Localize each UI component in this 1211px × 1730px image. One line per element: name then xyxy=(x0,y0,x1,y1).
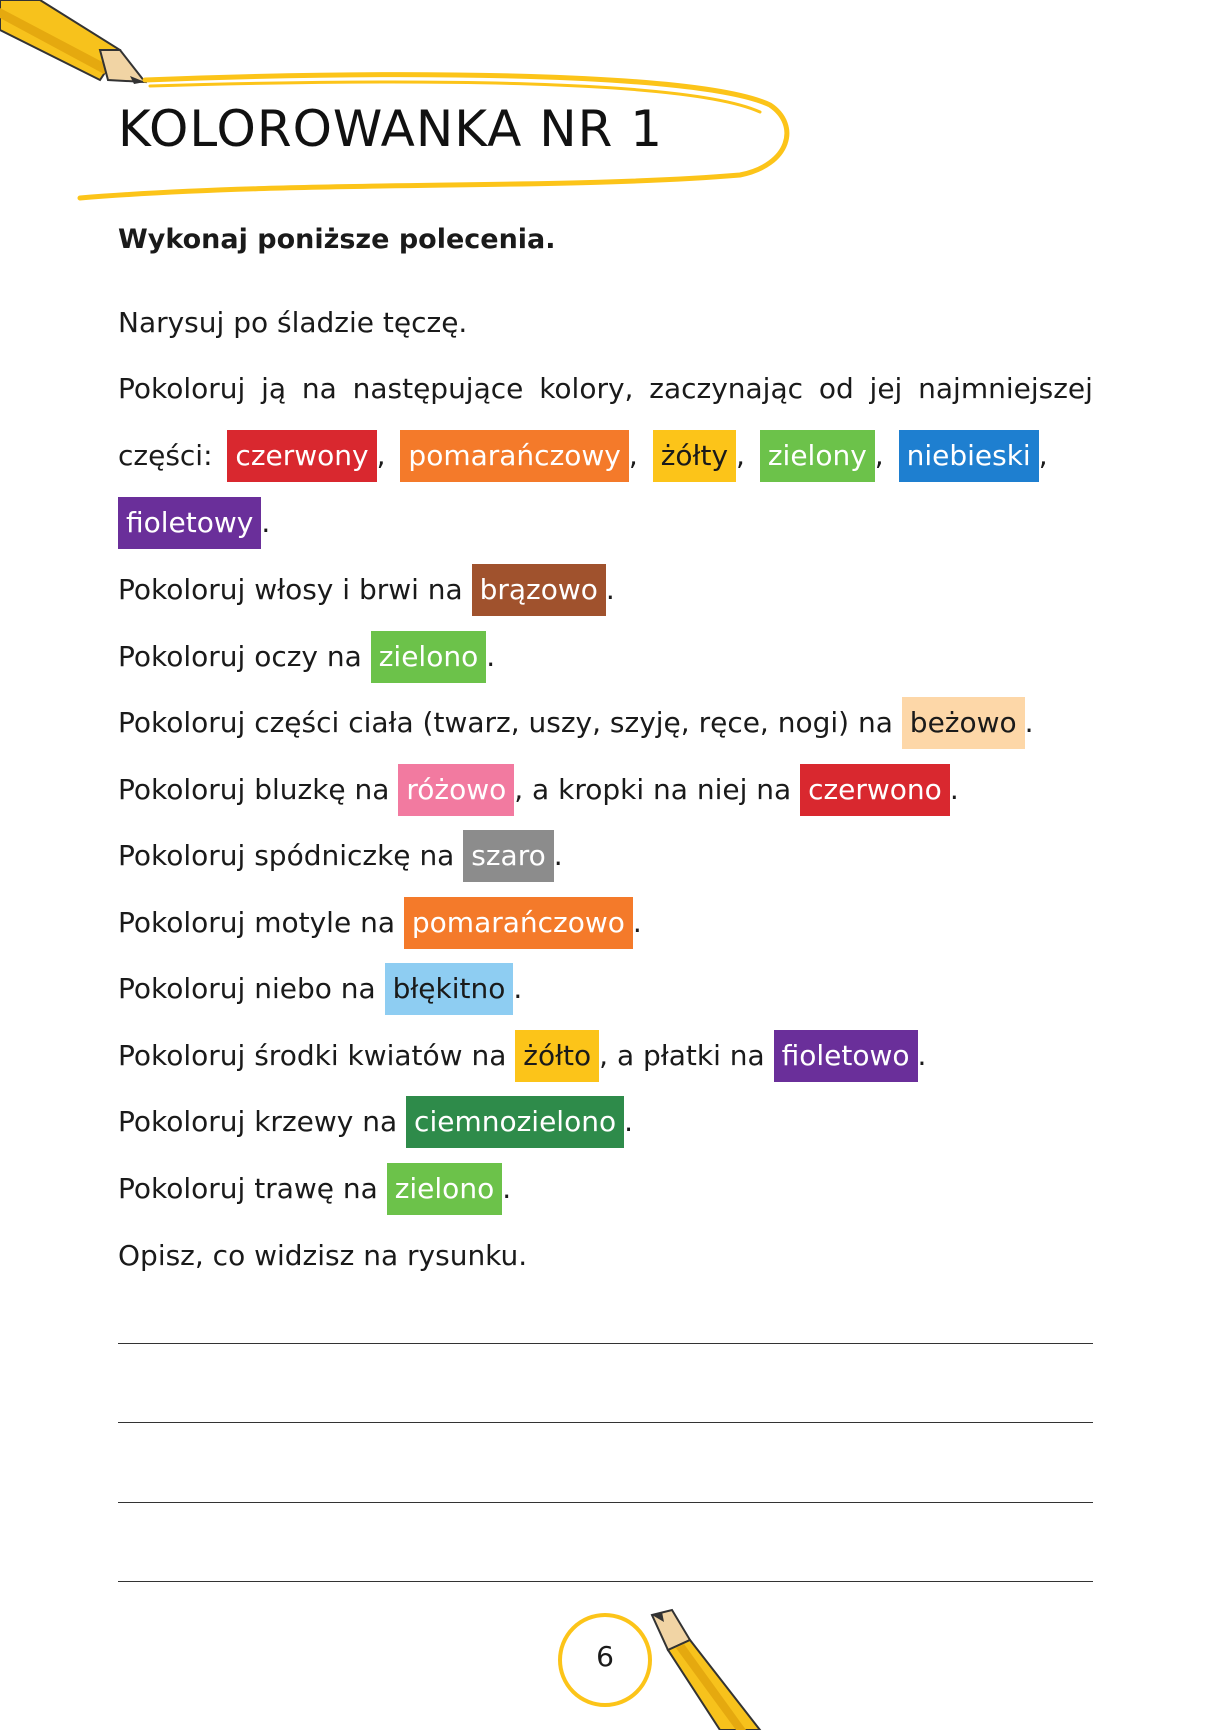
instruction-rainbow-colors xyxy=(118,363,1093,415)
page-number: 6 xyxy=(596,1640,614,1673)
instruction-describe: Opisz, co widzisz na rysunku. xyxy=(118,1239,528,1272)
instruction-line xyxy=(118,764,1093,816)
instruction-text: Pokoloruj spódniczkę na xyxy=(118,839,464,872)
punctuation: . xyxy=(513,972,523,1005)
color-chip: różowo xyxy=(398,764,514,816)
instruction-line xyxy=(118,830,1093,882)
punctuation: . xyxy=(502,1171,512,1205)
color-chip: brązowo xyxy=(472,564,606,616)
instructions-heading: Wykonaj poniższe polecenia. xyxy=(118,224,556,255)
answer-line[interactable] xyxy=(118,1422,1093,1423)
word: Pokoloruj xyxy=(118,372,246,405)
punctuation: , xyxy=(628,439,638,472)
word: ją xyxy=(261,372,287,405)
punctuation: . xyxy=(632,905,642,939)
color-chip: szaro xyxy=(463,830,553,882)
punctuation: . xyxy=(553,839,563,872)
rainbow-colors-row xyxy=(118,430,1093,482)
color-chip: fioletowo xyxy=(774,1030,918,1082)
word: jej xyxy=(869,372,903,405)
punctuation: . xyxy=(624,1105,633,1138)
instruction-text: Pokoloruj niebo na xyxy=(118,972,385,1005)
color-chip-zielony: zielony xyxy=(760,430,875,482)
color-chip: pomarańczowo xyxy=(404,897,633,949)
color-chip: żółto xyxy=(515,1030,599,1082)
punctuation: , xyxy=(736,439,745,472)
instruction-line xyxy=(118,897,1093,949)
color-chip: beżowo xyxy=(902,697,1025,749)
punctuation: , xyxy=(1038,439,1048,472)
instruction-text: Pokoloruj środki kwiatów na xyxy=(118,1038,516,1072)
color-chip: zielono xyxy=(371,631,487,683)
color-chip: ciemnozielono xyxy=(406,1096,624,1148)
answer-line[interactable] xyxy=(118,1581,1093,1582)
word: następujące xyxy=(352,372,524,405)
punctuation: , xyxy=(376,439,386,472)
instruction-line xyxy=(118,1030,1093,1082)
instruction-text: , a kropki na niej na xyxy=(514,772,801,806)
punctuation: . xyxy=(949,772,959,806)
answer-line[interactable] xyxy=(118,1502,1093,1503)
color-chip-niebieski: niebieski xyxy=(899,430,1039,482)
color-chip-żółty: żółty xyxy=(653,430,736,482)
instruction-text: Pokoloruj bluzkę na xyxy=(118,772,399,806)
pencil-icon xyxy=(0,0,145,84)
color-chip-fioletowy: fioletowy xyxy=(118,497,261,549)
instruction-rainbow-trace: Narysuj po śladzie tęczę. xyxy=(118,306,468,339)
instruction-line xyxy=(118,697,1093,749)
instruction-text: , a płatki na xyxy=(599,1038,774,1072)
punctuation: . xyxy=(486,639,496,673)
instruction-text: Pokoloruj oczy na xyxy=(118,639,371,673)
instruction-text: Pokoloruj motyle na xyxy=(118,905,404,939)
instruction-line xyxy=(118,963,1093,1015)
word: kolory, xyxy=(539,372,634,405)
word: od xyxy=(818,372,854,405)
instruction-line xyxy=(118,564,1093,616)
word: najmniejszej xyxy=(918,372,1093,405)
color-chip-czerwony: czerwony xyxy=(227,430,376,482)
color-chip-pomarańczowy: pomarańczowy xyxy=(400,430,628,482)
instruction-text: Pokoloruj włosy i brwi na xyxy=(118,573,472,606)
punctuation: . xyxy=(605,573,615,606)
answer-line[interactable] xyxy=(118,1343,1093,1344)
punctuation: . xyxy=(261,506,271,539)
page-title: KOLOROWANKA NR 1 xyxy=(118,100,664,158)
instruction-text: Pokoloruj trawę na xyxy=(118,1171,387,1205)
pencil-icon xyxy=(652,1610,760,1730)
punctuation: . xyxy=(1024,706,1034,739)
instruction-line xyxy=(118,1096,1093,1148)
punctuation: . xyxy=(917,1038,927,1072)
instruction-text: Pokoloruj części ciała (twarz, uszy, szyję, ręce, nogi) na xyxy=(118,706,902,739)
color-chip: błękitno xyxy=(385,963,514,1015)
color-chip: czerwono xyxy=(800,764,950,816)
rainbow-colors-row-2 xyxy=(118,497,1093,549)
word: na xyxy=(301,372,337,405)
word: zaczynając xyxy=(649,372,804,405)
instruction-line xyxy=(118,631,1093,683)
instruction-line xyxy=(118,1163,1093,1215)
punctuation: , xyxy=(874,439,884,472)
color-chip: zielono xyxy=(387,1163,503,1215)
rainbow-intro: części: xyxy=(118,439,213,472)
instruction-text: Pokoloruj krzewy na xyxy=(118,1105,407,1138)
